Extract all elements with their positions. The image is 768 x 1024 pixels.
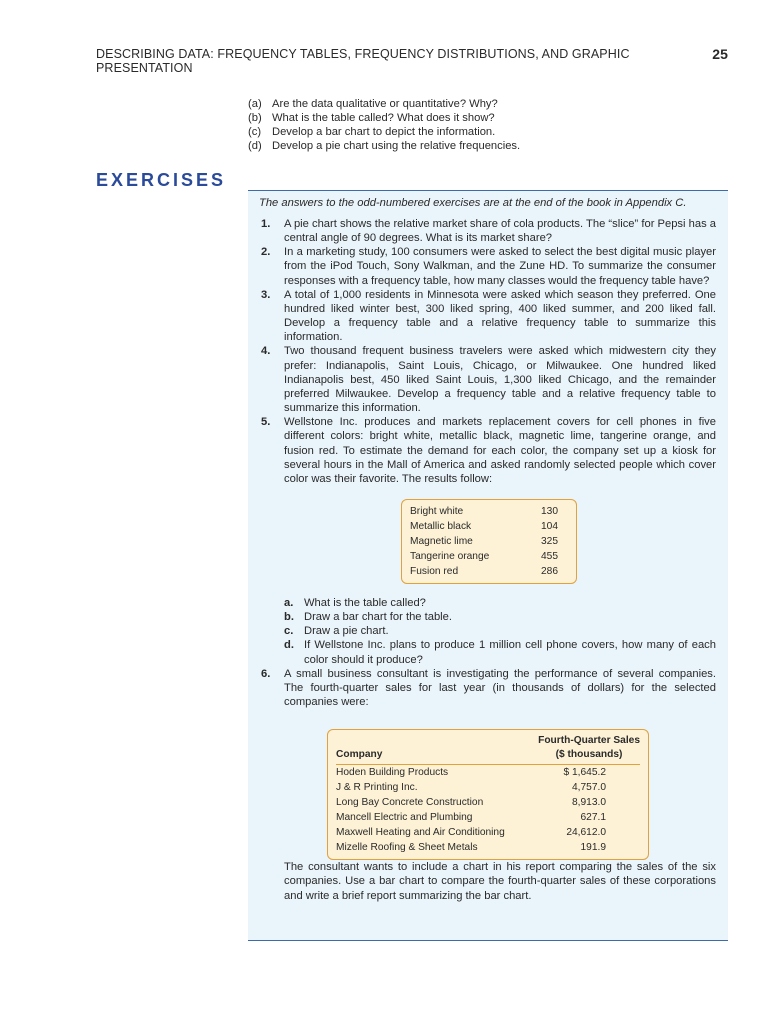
exercise-text: In a marketing study, 100 consumers were asked to select the best digital music player from the iPod Touch, Sony Walkman, and the Zune HD. To summarize the consumer responses with a frequency table, how many classes would the frequency table have? bbox=[284, 246, 716, 287]
exercises-box bbox=[248, 190, 728, 941]
exercise-item bbox=[248, 288, 728, 345]
question-marker: (c) bbox=[248, 126, 262, 138]
question-item bbox=[248, 97, 728, 111]
question-marker: (a) bbox=[248, 98, 262, 110]
table-row bbox=[410, 549, 568, 564]
table-row bbox=[410, 564, 568, 579]
exercise-text: A small business consultant is investigating the performance of several companies. The fourth-quarter sales for last year (in thousands of dollars) for the selected companies were: bbox=[284, 667, 716, 709]
color-count: 286 bbox=[541, 565, 558, 577]
company-name: Mizelle Roofing & Sheet Metals bbox=[336, 842, 478, 854]
company-name: Mancell Electric and Plumbing bbox=[336, 812, 473, 824]
question-marker: (d) bbox=[248, 140, 262, 152]
sub-question-list bbox=[284, 596, 716, 667]
exercise-item bbox=[248, 344, 728, 415]
color-name: Tangerine orange bbox=[410, 550, 490, 562]
sub-question-text: Draw a bar chart for the table. bbox=[304, 611, 452, 624]
question-text: Develop a pie chart using the relative frequencies. bbox=[272, 140, 521, 152]
sales-value: 627.1 bbox=[580, 812, 606, 824]
table-header bbox=[336, 734, 640, 765]
exercise-number: 4. bbox=[261, 345, 271, 358]
table-row bbox=[336, 810, 640, 825]
sales-value: 8,913.0 bbox=[572, 797, 606, 809]
sub-question-text: If Wellstone Inc. plans to produce 1 million cell phone covers, how many of each color should it produce? bbox=[304, 639, 716, 666]
exercise-text: Wellstone Inc. produces and markets replacement covers for cell phones in five different colors: bright white, metallic black, magnetic lime, tangerine orange, and fusion red. To estimate the demand for each color, the company set up a kiosk for several hours in the Mall of America and asked randomly selected people which cover color was their favorite. The results follow: bbox=[284, 416, 716, 485]
question-text: What is the table called? What does it show? bbox=[272, 112, 495, 124]
sub-question-marker: b. bbox=[284, 611, 294, 624]
question-item bbox=[248, 111, 728, 125]
table-row bbox=[336, 795, 640, 810]
exercise-item bbox=[248, 415, 728, 667]
color-count: 104 bbox=[541, 520, 558, 532]
sub-question bbox=[284, 638, 716, 666]
sales-value: $ 1,645.2 bbox=[563, 767, 606, 779]
color-frequency-table bbox=[401, 499, 577, 584]
sub-question-marker: d. bbox=[284, 639, 294, 652]
exercise-number: 6. bbox=[261, 667, 271, 680]
exercise-text: Two thousand frequent business travelers were asked which midwestern city they prefer: Indianapolis, Saint Louis, Chicago, or Milwaukee. One hundred liked Indianapolis best, 450 liked Saint Louis, 1,300 liked Chicago, and the remainder preferred Milwaukee. Develop a frequency table and a relative frequency table to summarize this information. bbox=[284, 345, 716, 415]
sub-question-marker: c. bbox=[284, 625, 294, 638]
color-count: 325 bbox=[541, 535, 558, 547]
exercise-text: A total of 1,000 residents in Minnesota were asked which season they preferred. One hundred liked winter best, 300 liked spring, 400 liked summer, and 200 liked fall. Develop a frequency table and a relative frequency table to summarize this information. bbox=[284, 288, 716, 344]
company-name: J & R Printing Inc. bbox=[336, 782, 418, 794]
question-item bbox=[248, 139, 728, 153]
table-row bbox=[336, 840, 640, 855]
sales-value: 24,612.0 bbox=[566, 827, 606, 839]
table-row bbox=[336, 825, 640, 840]
exercise-item bbox=[248, 667, 728, 903]
exercise-number: 1. bbox=[261, 218, 271, 230]
sales-header-line2: ($ thousands) bbox=[555, 749, 623, 761]
table-row bbox=[410, 504, 568, 519]
closing-text: The consultant wants to include a chart in his report comparing the sales of the six companies. Use a bar chart to compare the fourth-quarter sales of these corporations and write a brief report summarizing the bar chart. bbox=[284, 861, 716, 902]
sales-column-header bbox=[538, 734, 640, 762]
table-row bbox=[336, 765, 640, 780]
exercise-list bbox=[248, 217, 728, 903]
table-row bbox=[410, 534, 568, 549]
color-count: 455 bbox=[541, 550, 558, 562]
exercises-intro: The answers to the odd-numbered exercises are at the end of the book in Appendix C. bbox=[259, 197, 687, 209]
sub-question bbox=[284, 624, 716, 638]
exercise-text: A pie chart shows the relative market share of cola products. The “slice” for Pepsi has a central angle of 90 degrees. What is its market share? bbox=[284, 218, 716, 245]
sub-question bbox=[284, 596, 716, 610]
sub-question-text: Draw a pie chart. bbox=[304, 625, 389, 638]
company-name: Hoden Building Products bbox=[336, 767, 449, 779]
exercise-number: 5. bbox=[261, 416, 271, 429]
sub-question-text: What is the table called? bbox=[304, 596, 426, 609]
sales-value: 191.9 bbox=[580, 842, 606, 854]
company-name: Long Bay Concrete Construction bbox=[336, 797, 484, 809]
exercise-number: 3. bbox=[261, 288, 271, 301]
question-text: Develop a bar chart to depict the information. bbox=[272, 126, 496, 138]
color-count: 130 bbox=[541, 505, 558, 517]
sub-question bbox=[284, 610, 716, 624]
exercise-item bbox=[248, 245, 728, 287]
table-row bbox=[410, 519, 568, 534]
color-name: Metallic black bbox=[410, 520, 472, 532]
exercise-item bbox=[248, 217, 728, 245]
exercise-number: 2. bbox=[261, 246, 271, 259]
table-row bbox=[336, 780, 640, 795]
question-marker: (b) bbox=[248, 112, 262, 124]
sub-question-marker: a. bbox=[284, 596, 294, 609]
running-title: DESCRIBING DATA: FREQUENCY TABLES, FREQUENCY DISTRIBUTIONS, AND GRAPHIC PRESENTATION bbox=[96, 47, 630, 75]
company-name: Maxwell Heating and Air Conditioning bbox=[336, 827, 505, 839]
company-column-header: Company bbox=[336, 749, 383, 761]
sales-value: 4,757.0 bbox=[572, 782, 606, 794]
question-text: Are the data qualitative or quantitative? Why? bbox=[272, 98, 498, 110]
page-number: 25 bbox=[712, 46, 728, 62]
running-head bbox=[96, 47, 728, 75]
exercises-heading: EXERCISES bbox=[96, 170, 227, 190]
color-name: Magnetic lime bbox=[410, 535, 473, 547]
color-name: Fusion red bbox=[410, 565, 459, 577]
question-item bbox=[248, 125, 728, 139]
sales-table bbox=[327, 729, 649, 860]
color-name: Bright white bbox=[410, 505, 464, 517]
previous-questions bbox=[248, 97, 728, 153]
sales-header-line1: Fourth-Quarter Sales bbox=[538, 735, 640, 747]
